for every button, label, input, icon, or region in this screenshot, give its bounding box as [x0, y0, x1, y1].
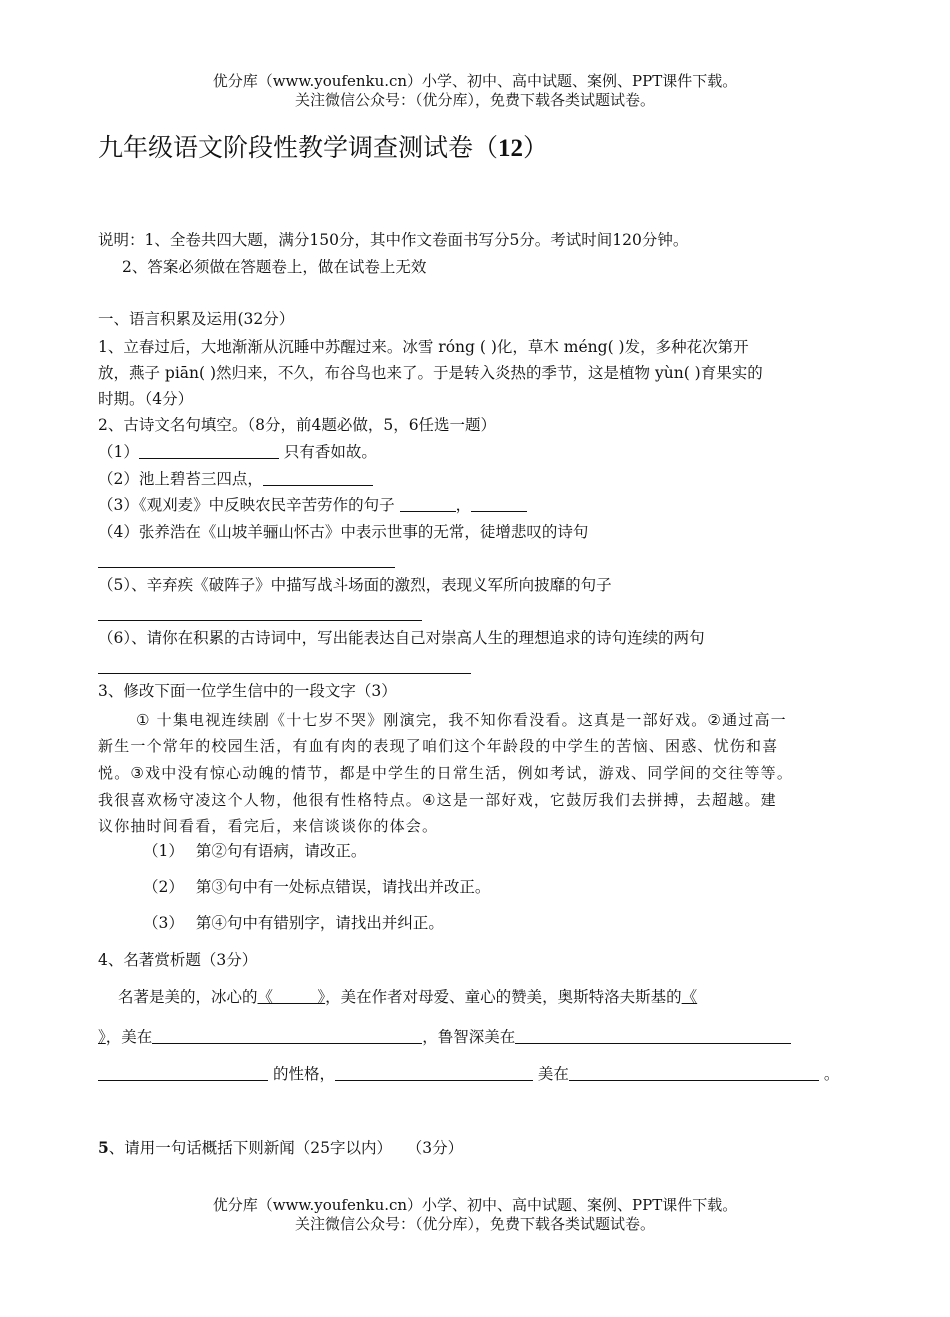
q3-sub-3-number: （3） — [143, 914, 184, 932]
header-line-1: 优分库（www.youfenku.cn）小学、初中、高中试题、案例、PPT课件下载。 — [212, 72, 738, 90]
header-line-2: 关注微信公众号：（优分库），免费下载各类试题试卷。 — [294, 91, 655, 109]
title-number: 12 — [498, 135, 524, 162]
q3-sub-2-text: 第③句中有一处标点错误，请找出并改正。 — [195, 878, 491, 896]
q1-line-3: 时期。（4分） — [98, 390, 194, 408]
q2-item-2-text: （2）池上碧苔三四点， — [98, 470, 263, 488]
q2-item-6-answer-line — [98, 673, 471, 674]
q2-item-5: （5）、辛弃疾《破阵子》中描写战斗场面的激烈，表现义军所向披靡的句子 — [98, 576, 612, 594]
q4-line-3-end: 。 — [823, 1065, 840, 1083]
q4-line-2-text-a: ，美在 — [105, 1028, 153, 1046]
q2-item-3-sep: ， — [455, 496, 472, 514]
q5-number: 5 — [98, 1138, 109, 1157]
q3-passage-line-5: 议你抽时间看看，看完后，来信谈谈你的体会。 — [98, 817, 439, 835]
q2-item-4: （4）张养浩在《山坡羊骊山怀古》中表示世事的无常，徒增悲叹的诗句 — [98, 523, 589, 541]
q3-sub-3 — [143, 913, 444, 933]
instructions-line-2: 2、答案必须做在答题卷上，做在试卷上无效 — [122, 258, 427, 276]
q4-book-2-open: 《 — [681, 988, 698, 1006]
q4-line-1-text-b: ，美在作者对母爱、童心的赞美，奥斯特洛夫斯基的 — [325, 988, 682, 1006]
footer-line-1: 优分库（www.youfenku.cn）小学、初中、高中试题、案例、PPT课件下载。 — [212, 1196, 738, 1214]
q4-book-2-close: 》 — [98, 1028, 106, 1046]
instructions-line-1: 说明：1、全卷共四大题，满分150分，其中作文卷面书写分5分。考试时间120分钟。 — [98, 231, 689, 249]
q2-item-4-answer-line — [98, 567, 395, 568]
footer-line-2: 关注微信公众号：（优分库），免费下载各类试题试卷。 — [294, 1215, 655, 1233]
q3-sub-3-text: 第④句中有错别字，请找出并纠正。 — [195, 914, 444, 932]
q5-heading-text: 、请用一句话概括下则新闻（25字以内） （3分） — [108, 1139, 464, 1157]
section1-heading: 一、语言积累及运用(32分） — [98, 310, 295, 328]
q2-item-3-text: （3）《观刈麦》中反映农民辛苦劳作的句子 — [98, 496, 395, 514]
q4-line-2-text-b: ，鲁智深美在 — [422, 1028, 516, 1046]
q1-line-2: 放，燕子 piān( )然归来，不久，布谷鸟也来了。于是转入炎热的季节，这是植物 yùn( )育果实的 — [98, 364, 763, 382]
q4-heading: 4、名著赏析题（3分） — [98, 951, 258, 969]
q4-line-2-blank-2 — [515, 1028, 791, 1044]
q2-item-2 — [98, 469, 373, 489]
q2-item-1-text: 只有香如故。 — [283, 443, 377, 461]
q3-sub-1 — [143, 841, 366, 861]
q4-line-2-blank-1 — [152, 1028, 422, 1044]
q2-item-2-blank — [263, 470, 373, 486]
q5-heading — [98, 1138, 463, 1158]
title-close: ） — [523, 133, 549, 162]
q4-line-3 — [98, 1064, 839, 1084]
q4-line-3-blank-2 — [335, 1065, 533, 1081]
q2-item-3-blank-1 — [400, 496, 456, 512]
q2-item-1 — [98, 442, 377, 462]
q1-line-1: 1、立春过后，大地渐渐从沉睡中苏醒过来。冰雪 róng ( )化，草木 méng( )发，多种花次第开 — [98, 338, 749, 356]
q3-passage-line-2: 新生一个常年的校园生活，有血有肉的表现了咱们这个年龄段的中学生的苦恼、困惑、忧伤和喜 — [98, 737, 779, 755]
q4-line-3-text-b: 美在 — [537, 1065, 569, 1083]
q4-line-3-blank-1 — [98, 1065, 268, 1081]
q2-item-3 — [98, 495, 527, 515]
q2-heading: 2、古诗文名句填空。（8分，前4题必做，5，6任选一题） — [98, 416, 497, 434]
q2-item-5-answer-line — [98, 620, 422, 621]
q3-passage-line-4: 我很喜欢杨守凌这个人物，他很有性格特点。④这是一部好戏，它鼓厉我们去拼搏，去超越。建 — [98, 791, 777, 809]
q4-line-3-text-a: 的性格， — [272, 1065, 335, 1083]
q2-item-1-blank — [139, 443, 279, 459]
q4-line-2 — [98, 1027, 791, 1047]
q4-line-1-text-a: 名著是美的，冰心的 — [118, 988, 258, 1006]
q3-passage-line-1: ① 十集电视连续剧《十七岁不哭》刚演完，我不知你看没看。这真是一部好戏。②通过高一 — [136, 711, 787, 729]
q3-sub-1-text: 第②句有语病，请改正。 — [195, 842, 367, 860]
q2-item-1-label: （1） — [98, 443, 139, 461]
q3-sub-2 — [143, 877, 490, 897]
q2-item-6: （6）、请你在积累的古诗词中，写出能表达自己对崇高人生的理想追求的诗句连续的两句 — [98, 629, 705, 647]
q4-book-1-blank: 《 》 — [257, 988, 326, 1006]
q2-item-3-blank-2 — [471, 496, 527, 512]
title-main: 九年级语文阶段性教学调查测试卷（ — [98, 133, 499, 162]
q4-line-3-blank-3 — [569, 1065, 819, 1081]
q4-line-1 — [118, 987, 697, 1007]
q3-sub-2-number: （2） — [143, 878, 184, 896]
q3-sub-1-number: （1） — [143, 842, 184, 860]
q3-passage-line-3: 悦。③戏中没有惊心动魄的情节，都是中学生的日常生活，例如考试，游戏、同学间的交往等等。 — [98, 764, 794, 782]
page-title — [98, 132, 548, 165]
q3-heading: 3、修改下面一位学生信中的一段文字（3） — [98, 682, 397, 700]
